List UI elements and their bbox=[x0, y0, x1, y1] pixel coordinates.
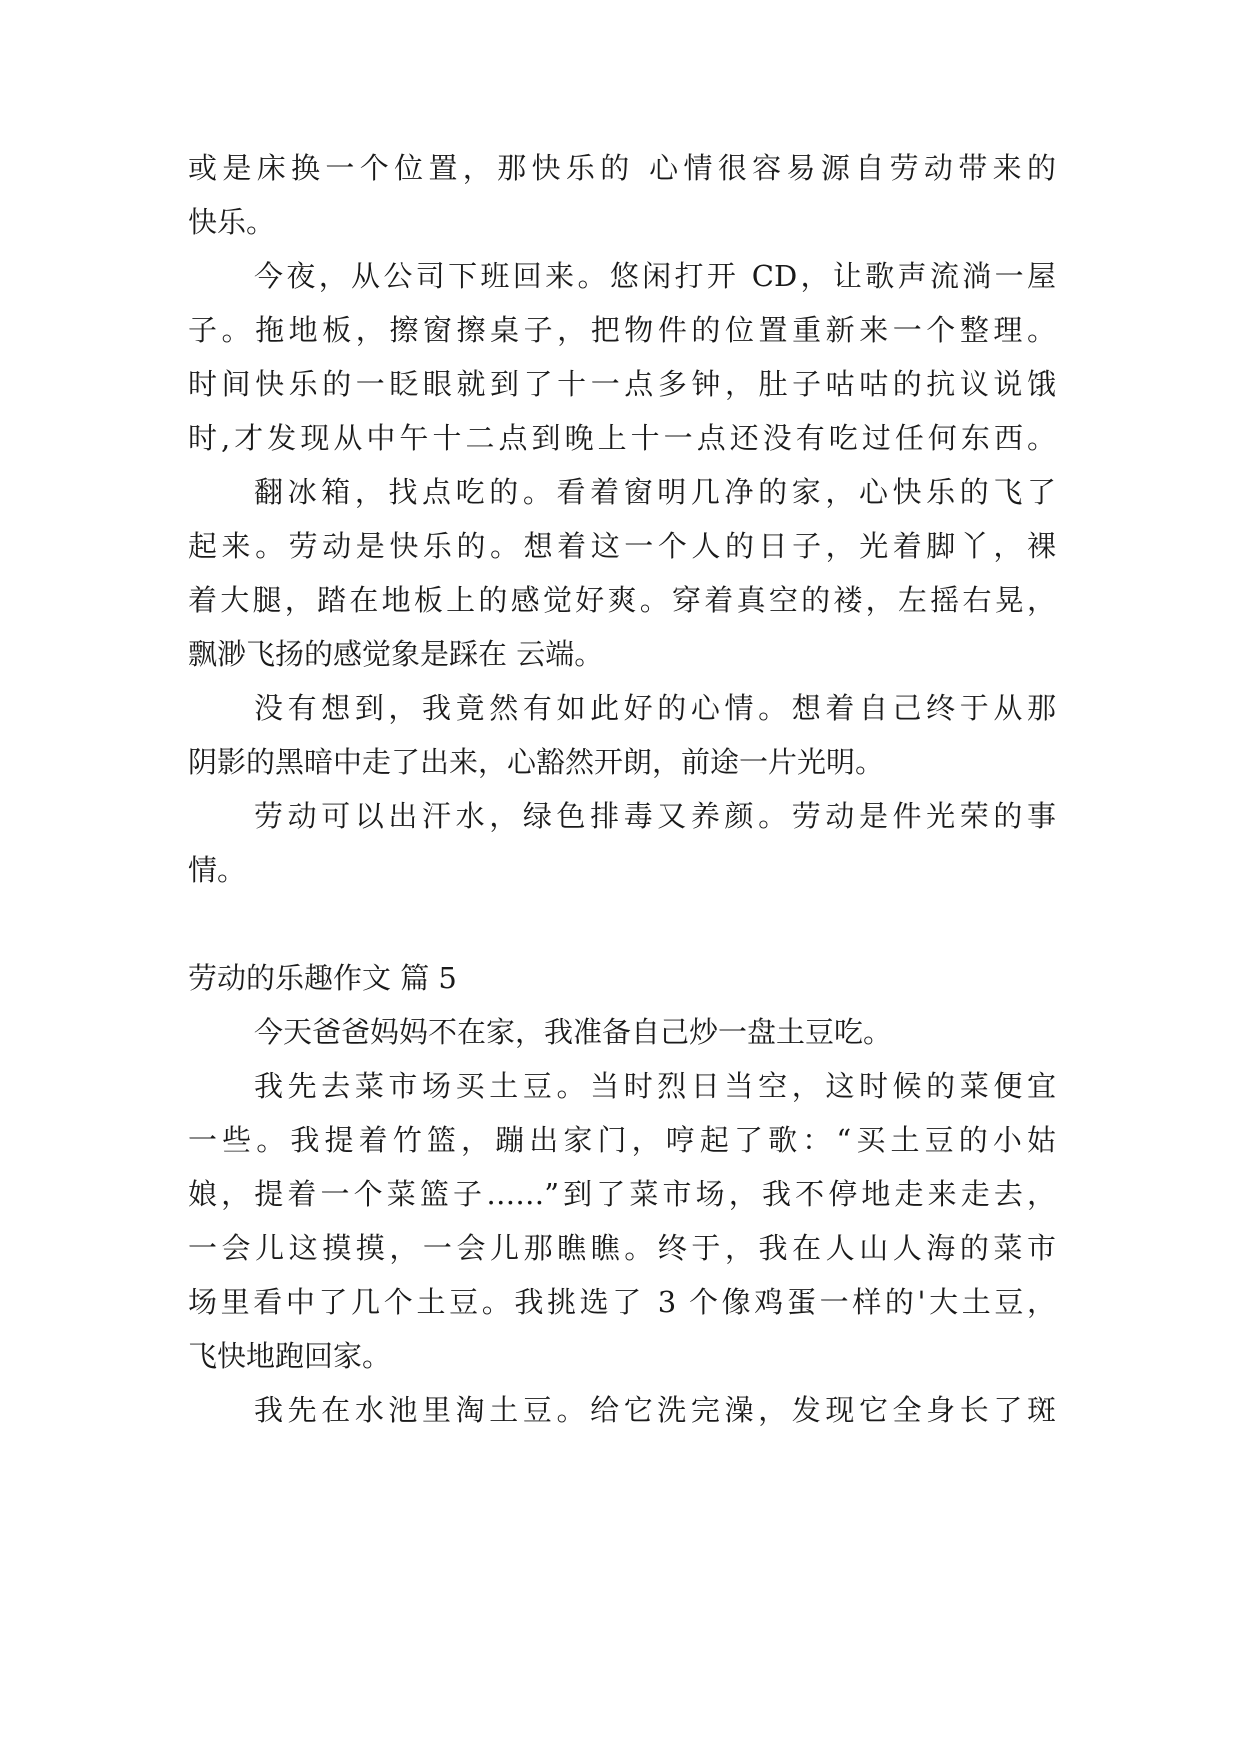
text-line: 着大腿，踏在地板上的感觉好爽。穿着真空的褛，左摇右晃， bbox=[188, 583, 1056, 617]
text-line: 子。拖地板，擦窗擦桌子，把物件的位置重新来一个整理。 bbox=[188, 313, 1056, 347]
text-line: 娘，提着一个菜篮子……”到了菜市场，我不停地走来走去， bbox=[188, 1177, 1056, 1211]
text-line: 我先在水池里淘土豆。给它洗完澡，发现它全身长了斑 bbox=[254, 1393, 1056, 1427]
text-line: 我先去菜市场买土豆。当时烈日当空，这时候的菜便宜 bbox=[254, 1069, 1056, 1103]
section-heading: 劳动的乐趣作文 篇 5 bbox=[188, 961, 457, 995]
text-line: 或是床换一个位置，那快乐的 心情很容易源自劳动带来的 bbox=[188, 151, 1056, 185]
text-line: 时,才发现从中午十二点到晚上十一点还没有吃过任何东西。 bbox=[188, 421, 1056, 455]
text-line: 今夜，从公司下班回来。悠闲打开 CD，让歌声流淌一屋 bbox=[254, 259, 1056, 293]
text-line: 场里看中了几个土豆。我挑选了 3 个像鸡蛋一样的'大土豆， bbox=[188, 1285, 1056, 1319]
text-line: 时间快乐的一眨眼就到了十一点多钟，肚子咕咕的抗议说饿 bbox=[188, 367, 1056, 401]
text-line: 飘渺飞扬的感觉象是踩在 云端。 bbox=[188, 637, 604, 671]
text-line: 今天爸爸妈妈不在家，我准备自己炒一盘土豆吃。 bbox=[254, 1015, 893, 1049]
text-line: 飞快地跑回家。 bbox=[188, 1339, 392, 1373]
text-line: 没有想到，我竟然有如此好的心情。想着自己终于从那 bbox=[254, 691, 1056, 725]
text-line: 阴影的黑暗中走了出来，心豁然开朗，前途一片光明。 bbox=[188, 745, 885, 779]
text-line: 一会儿这摸摸，一会儿那瞧瞧。终于，我在人山人海的菜市 bbox=[188, 1231, 1056, 1265]
text-line: 劳动可以出汗水，绿色排毒又养颜。劳动是件光荣的事 bbox=[254, 799, 1056, 833]
text-line: 翻冰箱，找点吃的。看着窗明几净的家，心快乐的飞了 bbox=[254, 475, 1056, 509]
text-line: 快乐。 bbox=[188, 205, 276, 239]
text-line: 起来。劳动是快乐的。想着这一个人的日子，光着脚丫，裸 bbox=[188, 529, 1056, 563]
text-line: 一些。我提着竹篮，蹦出家门，哼起了歌：“买土豆的小姑 bbox=[188, 1123, 1056, 1157]
text-line: 情。 bbox=[188, 853, 247, 887]
